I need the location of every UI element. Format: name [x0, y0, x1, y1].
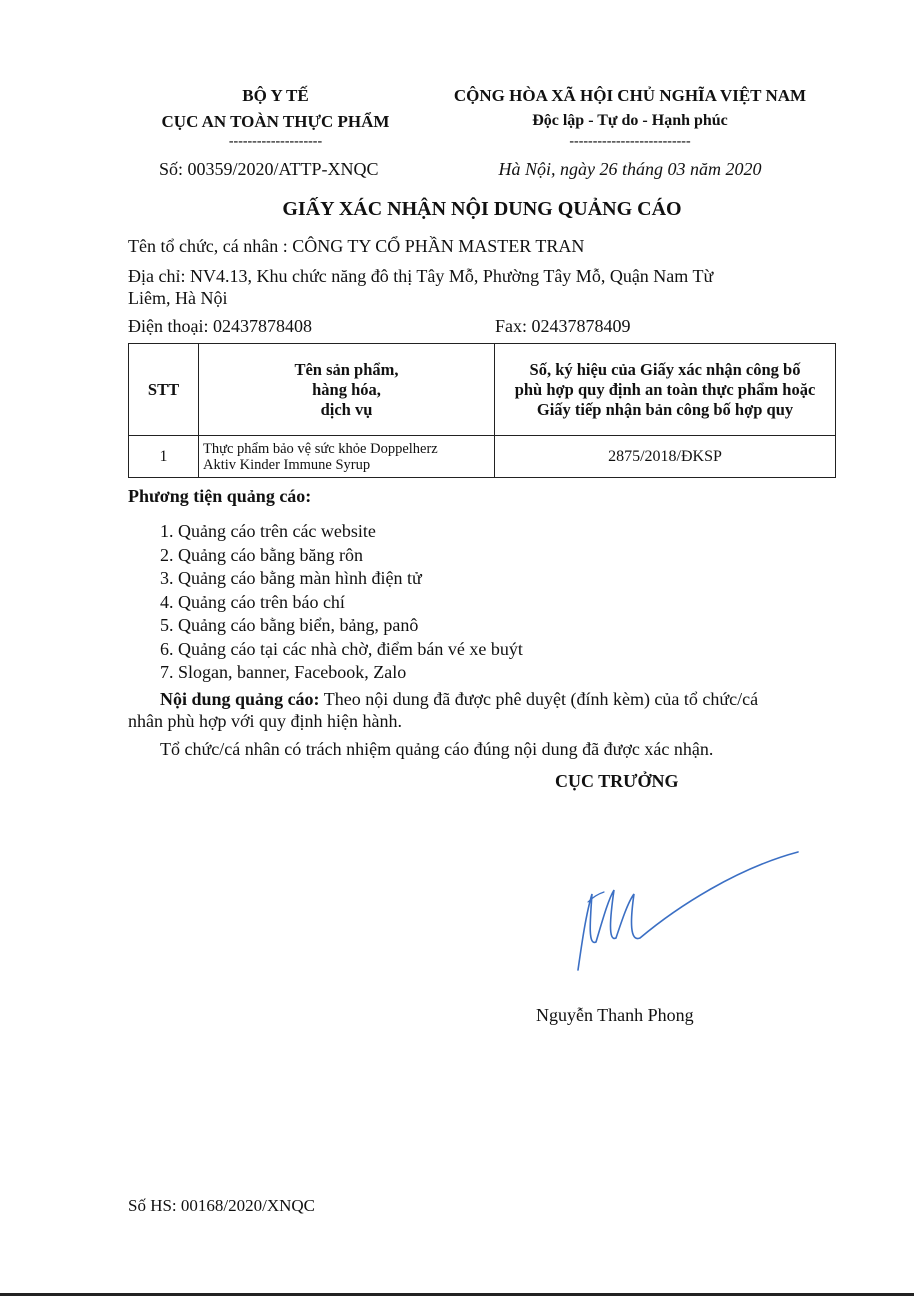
content-text: Theo nội dung đã được phê duyệt (đính kèm) của tổ chức/cá — [319, 689, 759, 709]
content-paragraph — [160, 689, 758, 710]
product-table — [128, 343, 836, 478]
document-number: Số: 00359/2020/ATTP-XNQC — [159, 159, 379, 179]
applicant-fax: Fax: 02437878409 — [495, 316, 631, 336]
content-text-line2: nhân phù hợp với quy định hiện hành. — [128, 711, 403, 731]
media-list — [160, 520, 523, 685]
list-item: 7. Slogan, banner, Facebook, Zalo — [160, 662, 407, 682]
right-separator: -------------------------- — [569, 134, 691, 149]
table-row — [129, 436, 836, 478]
left-separator: -------------------- — [228, 134, 323, 149]
header-certificate: Số, ký hiệu của Giấy xác nhận công bố phù hợp quy định an toàn thực phẩm hoặc Giấy tiếp nhận bản công bố hợp quy — [495, 344, 836, 436]
ministry-name: BỘ Y TẾ — [242, 86, 309, 105]
table-header-row — [129, 344, 836, 436]
list-item: 1. Quảng cáo trên các website — [160, 521, 376, 541]
row-certificate: 2875/2018/ĐKSP — [495, 436, 836, 478]
row-stt: 1 — [129, 436, 199, 478]
applicant-address-line1: Địa chỉ: NV4.13, Khu chức năng đô thị Tây Mỗ, Phường Tây Mỗ, Quận Nam Từ — [128, 266, 714, 286]
responsibility-note: Tổ chức/cá nhân có trách nhiệm quảng cáo đúng nội dung đã được xác nhận. — [160, 739, 714, 759]
applicant-name: Tên tổ chức, cá nhân : CÔNG TY CỔ PHẦN MASTER TRAN — [128, 236, 585, 256]
list-item: 3. Quảng cáo bằng màn hình điện tử — [160, 568, 422, 588]
list-item: 2. Quảng cáo bằng băng rôn — [160, 544, 363, 565]
republic-name: CỘNG HÒA XÃ HỘI CHỦ NGHĨA VIỆT NAM — [453, 86, 807, 105]
row-product: Thực phẩm bảo vệ sức khỏe Doppelherz Aktiv Kinder Immune Syrup — [199, 436, 495, 478]
national-motto: Độc lập - Tự do - Hạnh phúc — [532, 112, 728, 129]
document-title: GIẤY XÁC NHẬN NỘI DUNG QUẢNG CÁO — [282, 198, 682, 220]
department-name: CỤC AN TOÀN THỰC PHẨM — [161, 112, 390, 131]
signer-name: Nguyễn Thanh Phong — [536, 1005, 694, 1025]
media-heading: Phương tiện quảng cáo: — [128, 486, 312, 506]
applicant-phone: Điện thoại: 02437878408 — [128, 316, 312, 336]
place-date: Hà Nội, ngày 26 tháng 03 năm 2020 — [498, 159, 762, 179]
list-item: 4. Quảng cáo trên báo chí — [160, 591, 345, 612]
header-stt: STT — [129, 344, 199, 436]
header-product: Tên sản phẩm, hàng hóa, dịch vụ — [199, 344, 495, 436]
applicant-address-line2: Liêm, Hà Nội — [128, 288, 228, 308]
signer-title: CỤC TRƯỞNG — [555, 771, 679, 791]
content-label: Nội dung quảng cáo: — [160, 689, 320, 709]
list-item: 5. Quảng cáo bằng biển, bảng, panô — [160, 615, 419, 635]
file-number: Số HS: 00168/2020/XNQC — [128, 1196, 316, 1215]
handwritten-signature — [568, 842, 808, 982]
list-item: 6. Quảng cáo tại các nhà chờ, điểm bán vé xe buýt — [160, 638, 523, 659]
